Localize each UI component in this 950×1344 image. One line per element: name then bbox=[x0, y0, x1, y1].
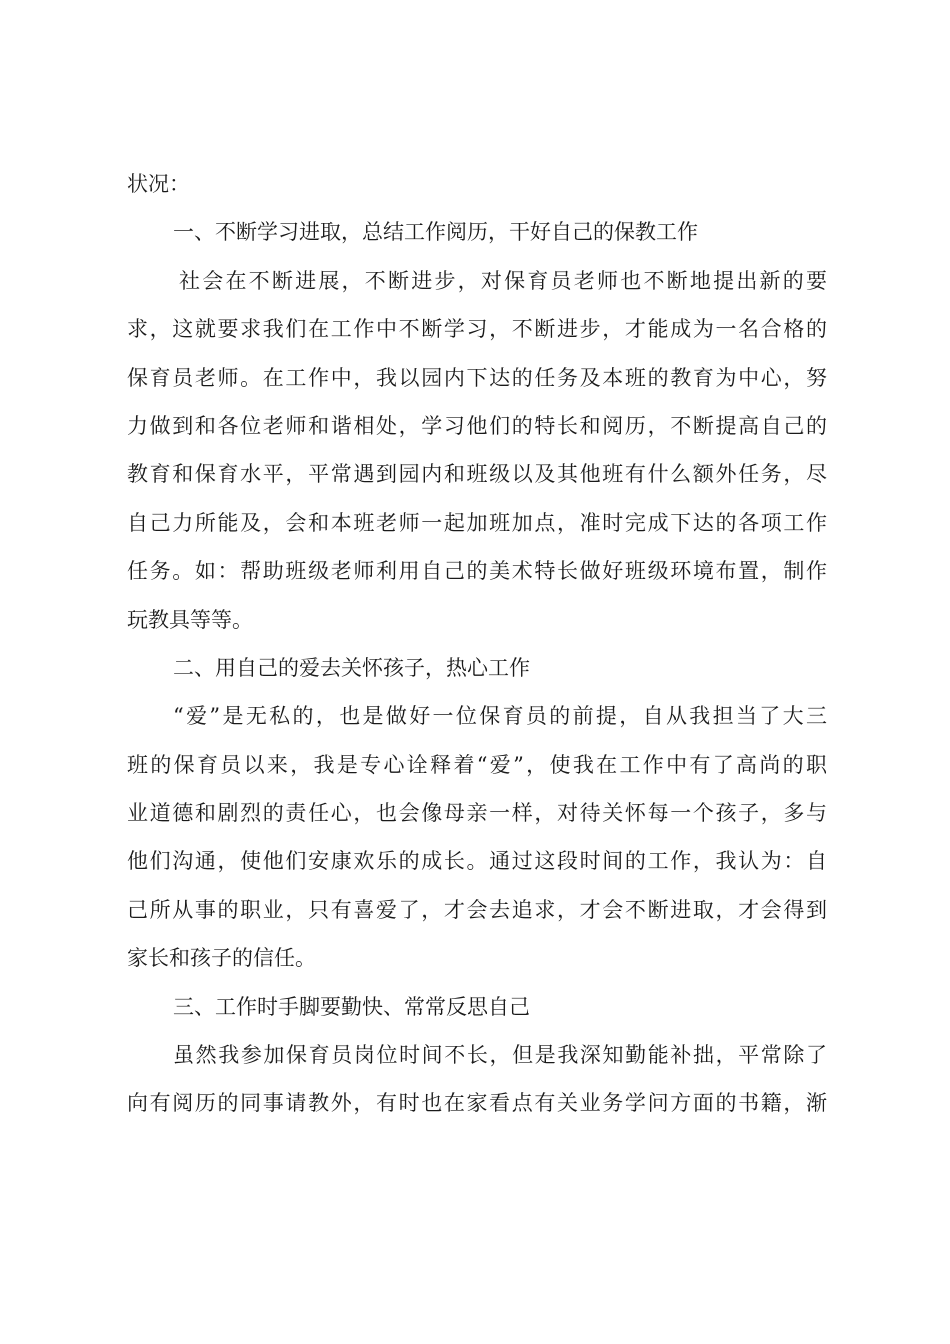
paragraph-line: 家长和孩子的信任。 bbox=[127, 946, 316, 971]
paragraph-line: 任务。如：帮助班级老师利用自己的美术特长做好班级环境布置，制作 bbox=[127, 559, 827, 584]
paragraph-line: 力做到和各位老师和谐相处，学习他们的特长和阅历，不断提高自己的 bbox=[127, 413, 827, 438]
paragraph-line: 班的保育员以来，我是专心诠释着“爱”，使我在工作中有了高尚的职 bbox=[127, 752, 827, 777]
paragraph-line: 教育和保育水平，平常遇到园内和班级以及其他班有什么额外任务，尽 bbox=[127, 462, 827, 487]
paragraph-line: 己所从事的职业，只有喜爱了，才会去追求，才会不断进取，才会得到 bbox=[127, 897, 827, 922]
section-heading: 三、工作时手脚要勤快、常常反思自己 bbox=[173, 994, 530, 1019]
document-page bbox=[127, 160, 827, 1128]
paragraph-line: 保育员老师。在工作中，我以园内下达的任务及本班的教育为中心，努 bbox=[127, 365, 827, 390]
paragraph-line: 自己力所能及，会和本班老师一起加班加点，准时完成下达的各项工作 bbox=[127, 510, 827, 535]
section-heading: 一、不断学习进取，总结工作阅历，干好自己的保教工作 bbox=[173, 220, 698, 245]
text-line: 状况： bbox=[127, 172, 190, 196]
paragraph-line: 玩教具等等。 bbox=[127, 607, 253, 632]
paragraph-line: 向有阅历的同事请教外，有时也在家看点有关业务学问方面的书籍，渐 bbox=[127, 1091, 827, 1116]
paragraph-line: 社会在不断进展，不断进步，对保育员老师也不断地提出新的要 bbox=[179, 268, 827, 293]
paragraph-line: 业道德和剧烈的责任心，也会像母亲一样，对待关怀每一个孩子，多与 bbox=[127, 801, 827, 826]
section-heading: 二、用自己的爱去关怀孩子，热心工作 bbox=[173, 655, 530, 680]
paragraph-line: “爱”是无私的，也是做好一位保育员的前提，自从我担当了大三 bbox=[173, 704, 827, 729]
paragraph-line: 求，这就要求我们在工作中不断学习，不断进步，才能成为一名合格的 bbox=[127, 317, 827, 342]
paragraph-line: 虽然我参加保育员岗位时间不长，但是我深知勤能补拙，平常除了 bbox=[173, 1043, 827, 1068]
paragraph-line: 他们沟通，使他们安康欢乐的成长。通过这段时间的工作，我认为：自 bbox=[127, 849, 827, 874]
